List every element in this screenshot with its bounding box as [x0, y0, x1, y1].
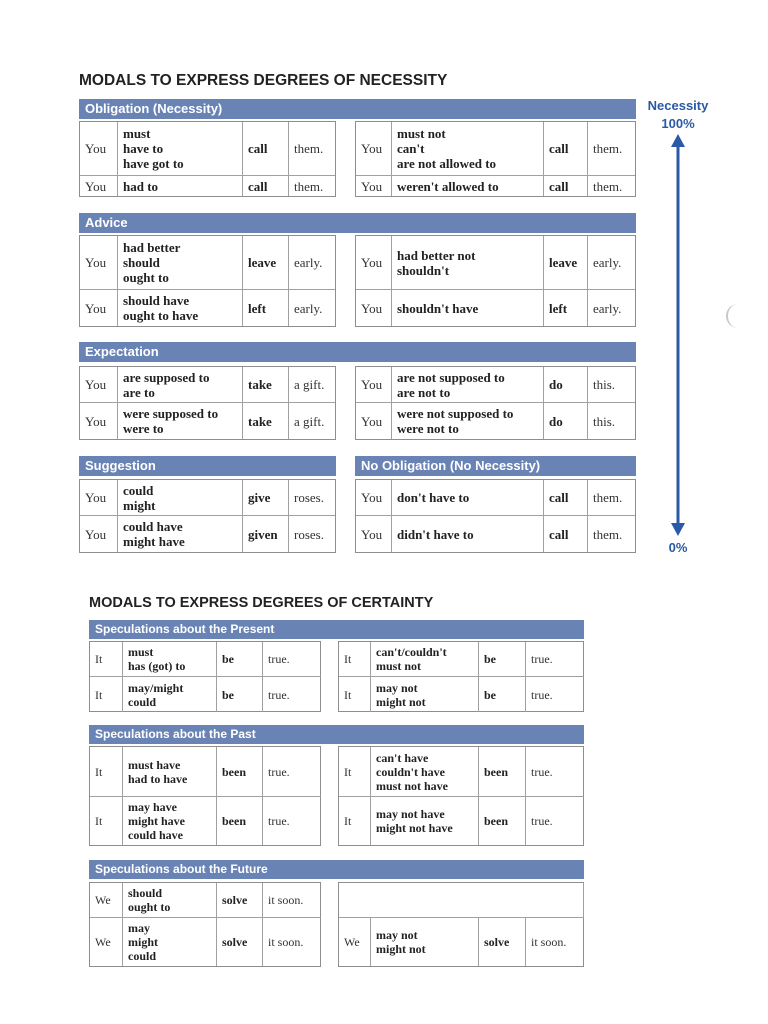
modal-line: had to have	[128, 771, 188, 786]
table-cell-object: early.	[588, 236, 635, 290]
table-cell-verb: left	[544, 290, 588, 326]
table-cell-subject: You	[356, 403, 392, 439]
table-cell-subject: We	[339, 918, 371, 966]
table-cell-verb: been	[479, 797, 526, 845]
table-cell-object: true.	[531, 687, 553, 702]
table-cell-verb: be	[217, 677, 263, 712]
past-right-table	[338, 746, 584, 846]
modal-line: had better not	[397, 247, 476, 263]
modal-line: might not have	[376, 821, 453, 835]
modal-line: should	[123, 255, 160, 270]
table-cell-subject: You	[80, 236, 118, 290]
table-cell-subject: It	[339, 642, 371, 677]
table-cell-modal	[392, 122, 544, 176]
past-left-table	[89, 746, 321, 846]
necessity-heading: MODALS TO EXPRESS DEGREES OF NECESSITY	[79, 72, 448, 89]
modal-line: were not supposed to	[397, 406, 514, 421]
table-cell-subject: It	[339, 747, 371, 797]
modal-line: have got to	[123, 156, 184, 171]
modal-line: are not supposed to	[397, 369, 505, 385]
modal-line: ought to have	[123, 308, 199, 323]
modal-line: could have	[123, 519, 183, 534]
modal-line: might have	[123, 534, 185, 549]
modal-line: could	[123, 482, 154, 498]
modal-line: were to	[123, 421, 164, 436]
certainty-heading: MODALS TO EXPRESS DEGREES OF CERTAINTY	[89, 595, 434, 611]
table-cell-modal	[392, 290, 544, 326]
modal-line: might	[128, 935, 158, 949]
obligation-left-table	[79, 121, 336, 197]
past-bar: Speculations about the Past	[89, 725, 584, 744]
table-cell-subject: It	[339, 797, 371, 845]
modal-line: ought to	[123, 270, 169, 285]
table-cell-subject: You	[80, 516, 118, 552]
obligation-bar: Obligation (Necessity)	[79, 99, 636, 119]
table-cell-object: it soon.	[531, 935, 567, 949]
table-cell-verb: been	[217, 747, 263, 797]
table-cell-subject: We	[90, 883, 123, 918]
table-cell-object: them.	[294, 178, 324, 194]
table-cell-verb: given	[243, 516, 289, 552]
table-cell-verb: be	[479, 642, 526, 677]
table-cell-subject: It	[90, 677, 123, 712]
table-cell-subject: It	[90, 797, 123, 845]
table-cell-verb: take	[243, 367, 289, 403]
modal-line: must have	[128, 757, 181, 772]
modal-line: couldn't have	[376, 764, 446, 779]
table-cell-object: true.	[263, 747, 321, 797]
necessity-scale-top-percent: 100%	[661, 116, 695, 131]
table-cell-verb: been	[217, 797, 263, 845]
table-cell-modal	[123, 677, 217, 712]
present-left-table	[89, 641, 321, 712]
table-cell-subject: You	[80, 290, 118, 326]
advice-left-table	[79, 235, 336, 327]
modal-line: may have	[128, 800, 177, 814]
table-cell-verb: give	[243, 480, 289, 516]
present-bar: Speculations about the Present	[89, 620, 584, 639]
table-cell-verb: call	[544, 122, 588, 176]
table-cell-object: it soon.	[268, 935, 304, 949]
modal-line: didn't have to	[397, 526, 474, 542]
modal-line: can't/couldn't	[376, 645, 447, 659]
no-obligation-table	[355, 479, 636, 553]
table-cell-modal	[392, 236, 544, 290]
table-cell-object: a gift.	[294, 413, 325, 429]
modal-line: should have	[123, 293, 190, 308]
future-left-table	[89, 882, 321, 967]
table-cell-object: true.	[268, 687, 290, 702]
table-cell-verb: call	[544, 480, 588, 516]
expectation-bar: Expectation	[79, 342, 636, 362]
table-cell-modal	[118, 122, 243, 176]
obligation-right-table	[355, 121, 636, 197]
table-cell-object: this.	[593, 413, 616, 429]
table-cell-modal	[118, 290, 243, 326]
suggestion-bar: Suggestion	[79, 456, 336, 476]
table-cell-verb: be	[479, 677, 526, 712]
table-cell-verb: call	[243, 122, 289, 176]
table-cell-object: early.	[593, 300, 622, 316]
table-cell-modal	[118, 176, 243, 196]
table-cell-subject: You	[356, 480, 392, 516]
modal-line: can't have	[376, 750, 429, 765]
modal-line: may not have	[376, 807, 445, 821]
modal-line: must not	[397, 126, 446, 141]
table-cell-modal	[392, 480, 544, 516]
table-cell-subject: We	[90, 918, 123, 966]
table-cell-object: them.	[588, 480, 635, 516]
table-cell-object: roses.	[289, 480, 335, 516]
table-cell-verb: solve	[217, 918, 263, 966]
necessity-scale-arrow	[668, 134, 688, 536]
expectation-right-table	[355, 366, 636, 440]
table-cell-verb: do	[544, 403, 588, 439]
table-cell-verb: take	[243, 403, 289, 439]
modal-line: shouldn't	[397, 262, 450, 278]
table-cell-object: true.	[526, 642, 584, 677]
modal-line: may not	[376, 680, 418, 695]
modal-line: are to	[123, 384, 155, 400]
table-cell-modal	[123, 918, 217, 966]
advice-bar: Advice	[79, 213, 636, 233]
modal-line: are not allowed to	[397, 156, 497, 171]
table-cell-subject: You	[80, 403, 118, 439]
modal-line: must not	[376, 659, 422, 673]
modal-line: must	[123, 126, 151, 141]
table-cell-subject: You	[80, 367, 118, 403]
table-cell-modal	[371, 642, 479, 677]
table-cell-object: true.	[263, 642, 321, 677]
table-cell-verb: been	[479, 747, 526, 797]
table-cell-subject: You	[356, 236, 392, 290]
table-cell-modal	[118, 403, 243, 439]
table-cell-verb: solve	[217, 883, 263, 918]
suggestion-table	[79, 479, 336, 553]
modal-line: might not	[376, 694, 426, 709]
modal-line: has (got) to	[128, 659, 186, 673]
modal-line: don't have to	[397, 490, 470, 505]
table-cell-object: them.	[588, 122, 635, 176]
table-cell-verb: leave	[544, 236, 588, 290]
table-cell-modal	[371, 677, 479, 712]
table-cell-verb: be	[217, 642, 263, 677]
modal-line: may/might	[128, 680, 184, 695]
table-cell-object: a gift.	[289, 367, 335, 403]
table-cell-subject: You	[80, 480, 118, 516]
table-cell-object: them.	[593, 526, 623, 542]
table-cell-verb: call	[544, 516, 588, 552]
table-cell-verb: do	[544, 367, 588, 403]
table-cell-modal	[123, 642, 217, 677]
table-cell-modal	[118, 480, 243, 516]
empty-cell	[339, 883, 584, 918]
modal-line: might have	[128, 814, 185, 828]
table-cell-subject: You	[356, 122, 392, 176]
table-cell-subject: You	[356, 290, 392, 326]
modal-line: could have	[128, 828, 184, 842]
table-cell-modal	[118, 367, 243, 403]
modal-line: shouldn't have	[397, 300, 479, 316]
table-cell-modal	[371, 747, 479, 797]
table-cell-object: true.	[531, 814, 553, 828]
expectation-left-table	[79, 366, 336, 440]
modal-line: should	[128, 886, 163, 900]
table-cell-verb: call	[243, 176, 289, 196]
table-cell-object: roses.	[294, 526, 324, 542]
modal-line: had to	[123, 178, 159, 194]
table-cell-subject: It	[339, 677, 371, 712]
modal-line: must	[128, 645, 154, 659]
table-cell-modal	[392, 367, 544, 403]
advice-right-table	[355, 235, 636, 327]
table-cell-verb: call	[544, 176, 588, 196]
modal-line: may not	[376, 928, 418, 942]
modal-line: must not have	[376, 778, 449, 793]
table-cell-modal	[123, 883, 217, 918]
no-obligation-bar: No Obligation (No Necessity)	[355, 456, 636, 476]
future-bar: Speculations about the Future	[89, 860, 584, 879]
modal-line: were not to	[397, 421, 459, 436]
table-cell-object: early.	[294, 300, 323, 316]
table-cell-object: early.	[289, 236, 335, 290]
table-cell-object: it soon.	[263, 883, 321, 918]
table-cell-verb: left	[243, 290, 289, 326]
modal-line: could	[128, 949, 157, 963]
modal-line: had better	[123, 240, 181, 255]
table-cell-subject: You	[356, 367, 392, 403]
table-cell-modal	[123, 797, 217, 845]
table-cell-verb: solve	[479, 918, 526, 966]
modal-line: ought to	[128, 900, 171, 914]
table-cell-modal	[392, 403, 544, 439]
modal-line: are not to	[397, 384, 451, 400]
future-right-table	[338, 882, 584, 967]
necessity-scale-label: Necessity	[647, 98, 709, 113]
table-cell-modal	[118, 516, 243, 552]
scroll-indicator	[726, 304, 742, 328]
modal-line: weren't allowed to	[397, 178, 499, 194]
table-cell-subject: You	[80, 176, 118, 196]
table-cell-subject: It	[90, 747, 123, 797]
table-cell-subject: You	[80, 122, 118, 176]
table-cell-object: them.	[289, 122, 335, 176]
table-cell-modal	[392, 516, 544, 552]
modal-line: might not	[376, 942, 426, 956]
modal-line: have to	[123, 141, 164, 156]
modal-line: can't	[397, 141, 425, 156]
table-cell-object: true.	[526, 747, 584, 797]
table-cell-modal	[371, 918, 479, 966]
modal-line: may	[128, 921, 150, 935]
table-cell-modal	[371, 797, 479, 845]
table-cell-subject: It	[90, 642, 123, 677]
modal-line: were supposed to	[123, 406, 219, 421]
table-cell-object: them.	[593, 178, 623, 194]
table-cell-verb: leave	[243, 236, 289, 290]
modal-line: might	[123, 497, 156, 513]
table-cell-modal	[118, 236, 243, 290]
table-cell-subject: You	[356, 176, 392, 196]
table-cell-object: true.	[268, 814, 290, 828]
present-right-table	[338, 641, 584, 712]
modal-line: could	[128, 694, 157, 709]
table-cell-object: this.	[588, 367, 635, 403]
table-cell-modal	[392, 176, 544, 196]
table-cell-modal	[123, 747, 217, 797]
necessity-scale-bottom-percent: 0%	[668, 540, 688, 555]
modal-line: are supposed to	[123, 369, 210, 385]
table-cell-subject: You	[356, 516, 392, 552]
